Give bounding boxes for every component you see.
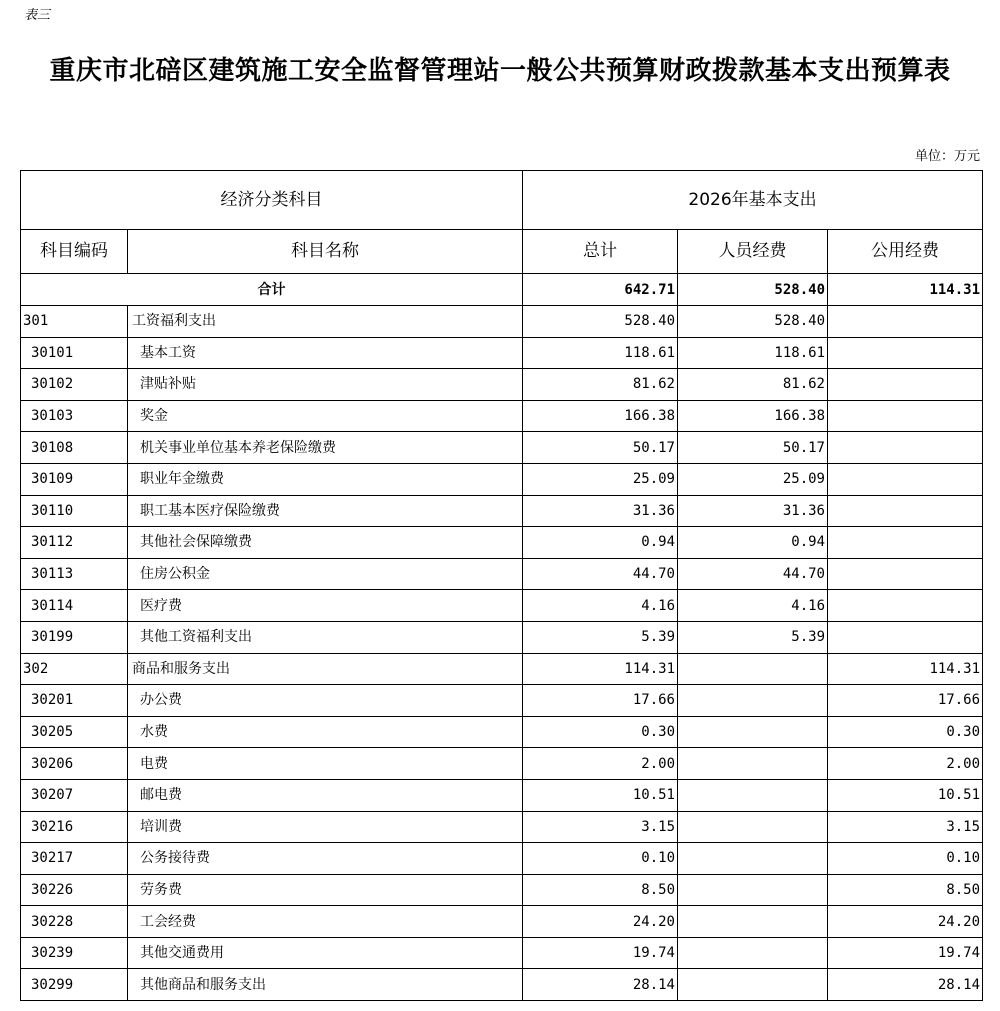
total-cell: 528.40 [523,306,678,338]
total-cell: 17.66 [523,685,678,717]
public-cell [828,495,983,527]
personnel-cell [678,779,828,811]
code-cell: 30205 [21,716,128,748]
table-row [21,337,983,369]
name-cell: 工资福利支出 [128,306,523,338]
table-row [21,874,983,906]
total-cell: 44.70 [523,558,678,590]
total-cell: 0.94 [523,527,678,559]
total-cell: 4.16 [523,590,678,622]
name-cell: 邮电费 [128,779,523,811]
public-cell: 2.00 [828,748,983,780]
code-cell: 30103 [21,400,128,432]
table-label: 表三 [24,8,51,23]
code-cell: 30109 [21,463,128,495]
personnel-cell [678,653,828,685]
name-cell: 水费 [128,716,523,748]
name-cell: 公务接待费 [128,843,523,875]
code-cell: 30113 [21,558,128,590]
public-cell [828,621,983,653]
total-cell: 166.38 [523,400,678,432]
public-cell [828,590,983,622]
summary-personnel: 528.40 [678,274,828,306]
name-cell: 住房公积金 [128,558,523,590]
table-row [21,716,983,748]
budget-table [20,170,983,1001]
table-row [21,590,983,622]
table-row [21,843,983,875]
total-cell: 2.00 [523,748,678,780]
public-cell: 10.51 [828,779,983,811]
summary-total: 642.71 [523,274,678,306]
code-cell: 30216 [21,811,128,843]
total-cell: 25.09 [523,463,678,495]
table-row [21,748,983,780]
total-cell: 31.36 [523,495,678,527]
name-cell: 奖金 [128,400,523,432]
table-row [21,811,983,843]
unit-label: 单位：万元 [914,149,980,164]
personnel-cell [678,969,828,1001]
header-row-columns [21,230,983,274]
public-cell: 3.15 [828,811,983,843]
personnel-cell [678,748,828,780]
total-cell: 10.51 [523,779,678,811]
personnel-cell: 25.09 [678,463,828,495]
table-row [21,685,983,717]
code-cell: 30112 [21,527,128,559]
name-cell: 职工基本医疗保险缴费 [128,495,523,527]
header-name: 科目名称 [128,230,523,274]
personnel-cell: 118.61 [678,337,828,369]
total-cell: 24.20 [523,906,678,938]
header-row-group [21,171,983,230]
public-cell: 28.14 [828,969,983,1001]
public-cell: 0.10 [828,843,983,875]
name-cell: 职业年金缴费 [128,463,523,495]
page-title: 重庆市北碚区建筑施工安全监督管理站一般公共预算财政拨款基本支出预算表 [49,56,951,86]
code-cell: 30217 [21,843,128,875]
code-cell: 30108 [21,432,128,464]
public-cell [828,432,983,464]
public-cell: 17.66 [828,685,983,717]
table-row [21,432,983,464]
personnel-cell: 31.36 [678,495,828,527]
code-cell: 30226 [21,874,128,906]
header-public: 公用经费 [828,230,983,274]
name-cell: 津贴补贴 [128,369,523,401]
table-row [21,463,983,495]
code-cell: 30201 [21,685,128,717]
table-row [21,306,983,338]
header-year-expense: 2026年基本支出 [523,171,983,230]
code-cell: 30110 [21,495,128,527]
table-row [21,495,983,527]
personnel-cell [678,843,828,875]
table-row [21,527,983,559]
code-cell: 30114 [21,590,128,622]
personnel-cell: 4.16 [678,590,828,622]
code-cell: 30102 [21,369,128,401]
personnel-cell: 0.94 [678,527,828,559]
public-cell: 24.20 [828,906,983,938]
code-cell: 30101 [21,337,128,369]
summary-row [21,274,983,306]
public-cell: 0.30 [828,716,983,748]
name-cell: 其他交通费用 [128,937,523,969]
personnel-cell: 44.70 [678,558,828,590]
name-cell: 医疗费 [128,590,523,622]
personnel-cell: 5.39 [678,621,828,653]
personnel-cell [678,811,828,843]
name-cell: 培训费 [128,811,523,843]
personnel-cell [678,685,828,717]
code-cell: 301 [21,306,128,338]
table-row [21,558,983,590]
personnel-cell [678,937,828,969]
code-cell: 30207 [21,779,128,811]
total-cell: 28.14 [523,969,678,1001]
total-cell: 0.30 [523,716,678,748]
summary-public: 114.31 [828,274,983,306]
total-cell: 118.61 [523,337,678,369]
total-cell: 81.62 [523,369,678,401]
table-row [21,779,983,811]
public-cell: 8.50 [828,874,983,906]
total-cell: 114.31 [523,653,678,685]
name-cell: 其他社会保障缴费 [128,527,523,559]
name-cell: 办公费 [128,685,523,717]
total-cell: 5.39 [523,621,678,653]
personnel-cell [678,874,828,906]
name-cell: 劳务费 [128,874,523,906]
public-cell [828,558,983,590]
table-row [21,400,983,432]
header-economic-category: 经济分类科目 [21,171,523,230]
table-row [21,653,983,685]
code-cell: 30199 [21,621,128,653]
name-cell: 基本工资 [128,337,523,369]
table-row [21,621,983,653]
header-code: 科目编码 [21,230,128,274]
total-cell: 3.15 [523,811,678,843]
total-cell: 0.10 [523,843,678,875]
total-cell: 19.74 [523,937,678,969]
total-cell: 8.50 [523,874,678,906]
table-row [21,369,983,401]
table-row [21,969,983,1001]
name-cell: 其他商品和服务支出 [128,969,523,1001]
code-cell: 302 [21,653,128,685]
summary-label: 合计 [21,274,523,306]
public-cell [828,463,983,495]
public-cell [828,306,983,338]
public-cell [828,400,983,432]
personnel-cell: 528.40 [678,306,828,338]
table-row [21,937,983,969]
code-cell: 30299 [21,969,128,1001]
personnel-cell: 166.38 [678,400,828,432]
header-personnel: 人员经费 [678,230,828,274]
personnel-cell: 81.62 [678,369,828,401]
name-cell: 商品和服务支出 [128,653,523,685]
public-cell: 19.74 [828,937,983,969]
public-cell [828,369,983,401]
name-cell: 电费 [128,748,523,780]
public-cell [828,337,983,369]
public-cell [828,527,983,559]
total-cell: 50.17 [523,432,678,464]
public-cell: 114.31 [828,653,983,685]
code-cell: 30228 [21,906,128,938]
code-cell: 30239 [21,937,128,969]
header-total: 总计 [523,230,678,274]
table-row [21,906,983,938]
personnel-cell [678,906,828,938]
name-cell: 其他工资福利支出 [128,621,523,653]
code-cell: 30206 [21,748,128,780]
personnel-cell: 50.17 [678,432,828,464]
name-cell: 机关事业单位基本养老保险缴费 [128,432,523,464]
name-cell: 工会经费 [128,906,523,938]
personnel-cell [678,716,828,748]
